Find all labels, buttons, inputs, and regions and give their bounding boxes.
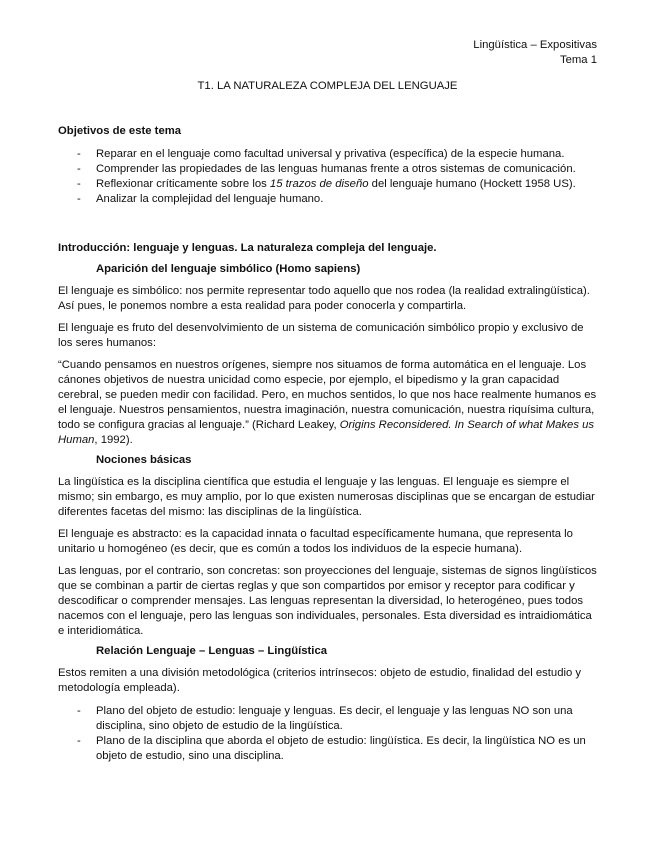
quote-end: , 1992).: [94, 434, 133, 446]
list-item: [58, 177, 598, 192]
symbolic-paragraph-1: El lenguaje es simbólico: nos permite representar todo aquello que nos rodea (la realidad extralingüística). Así pues, le ponemos nombre a esta realidad para poder conocerla y compartirla.: [58, 285, 590, 312]
document-body: [58, 124, 598, 764]
item-text-pre: Reflexionar críticamente sobre los: [96, 178, 270, 190]
page-header: [473, 38, 597, 68]
header-topic: Tema 1: [559, 54, 597, 66]
relation-paragraph: Estos remiten a una división metodológica (criterios intrínsecos: objeto de estudio, finalidad del estudio y metodología empleada).: [58, 667, 582, 694]
list-item: - Plano del objeto de estudio: lenguaje y lenguas. Es decir, el lenguaje y las lenguas NO son una disciplina, sino objeto de estudio de la lingüística.: [58, 704, 598, 734]
objectives-list: [58, 147, 598, 207]
symbolic-heading: Aparición del lenguaje simbólico (Homo sapiens): [96, 263, 361, 275]
quote-book-title: Origins Reconsidered. In Search of what Makes us Human: [58, 419, 595, 446]
basics-paragraph-1: La lingüística es la disciplina científica que estudia el lenguaje y las lenguas. El lenguaje es siempre el mismo; sin embargo, es muy amplio, por lo que existen numerosas disciplinas que se encargan de estudiar diferentes facetas del mismo: las disciplinas de la lingüística.: [58, 476, 595, 518]
header-course: Lingüística – Expositivas: [473, 39, 597, 51]
list-item: - Plano de la disciplina que aborda el objeto de estudio: lingüística. Es decir, la lingüística NO es un objeto de estudio, sino una disciplina.: [58, 734, 598, 764]
quote-text: “Cuando pensamos en nuestros orígenes, siempre nos situamos de forma automática en el lenguaje. Los cánones objetivos de nuestra unicidad como especie, por ejemplo, el bipedismo y la gran capacidad cerebral, se pueden medir con facilidad. Pero, en muchos sentidos, lo que nos hace realmente humanos es el lenguaje. Nuestros pensamientos, nuestra imaginación, nuestra comunicación, nuestra riquísima cultura, todo se configura gracias al lenguaje.” (Richard Leakey,: [58, 359, 597, 431]
leakey-quote: [58, 358, 598, 448]
basics-heading: Nociones básicas: [96, 454, 192, 466]
list-item: - Comprender las propiedades de las lenguas humanas frente a otros sistemas de comunicación.: [58, 162, 598, 177]
objectives-heading: Objetivos de este tema: [58, 125, 182, 137]
item-text-emphasis: 15 trazos de diseño: [269, 178, 369, 190]
relation-heading: Relación Lenguaje – Lenguas – Lingüística: [96, 645, 328, 657]
symbolic-paragraph-2: El lenguaje es fruto del desenvolvimiento de un sistema de comunicación simbólico propio y exclusivo de los seres humanos:: [58, 322, 584, 349]
intro-heading: Introducción: lenguaje y lenguas. La naturaleza compleja del lenguaje.: [58, 242, 437, 254]
relation-list: [58, 704, 598, 764]
list-item: - Reparar en el lenguaje como facultad universal y privativa (específica) de la especie humana.: [58, 147, 598, 162]
list-item: - Analizar la complejidad del lenguaje humano.: [58, 192, 598, 207]
item-text-post: del lenguaje humano (Hockett 1958 US).: [368, 178, 576, 190]
basics-paragraph-2: El lenguaje es abstracto: es la capacidad innata o facultad específicamente humana, que representa lo unitario u homogéneo (es decir, que es común a todos los individuos de la especie humana).: [58, 528, 573, 555]
basics-paragraph-3: Las lenguas, por el contrario, son concretas: son proyecciones del lenguaje, sistemas de signos lingüísticos que se combinan a partir de ciertas reglas y que son compartidos por emisor y receptor para codificar y descodificar o comprender mensajes. Las lenguas representan la diversidad, lo heterogéneo, pues todos nacemos con el lenguaje, pero las lenguas son individuales, personales. Esta diversidad es intraidiomática e interidiomática.: [58, 565, 597, 637]
document-title: T1. LA NATURALEZA COMPLEJA DEL LENGUAJE: [197, 80, 458, 92]
